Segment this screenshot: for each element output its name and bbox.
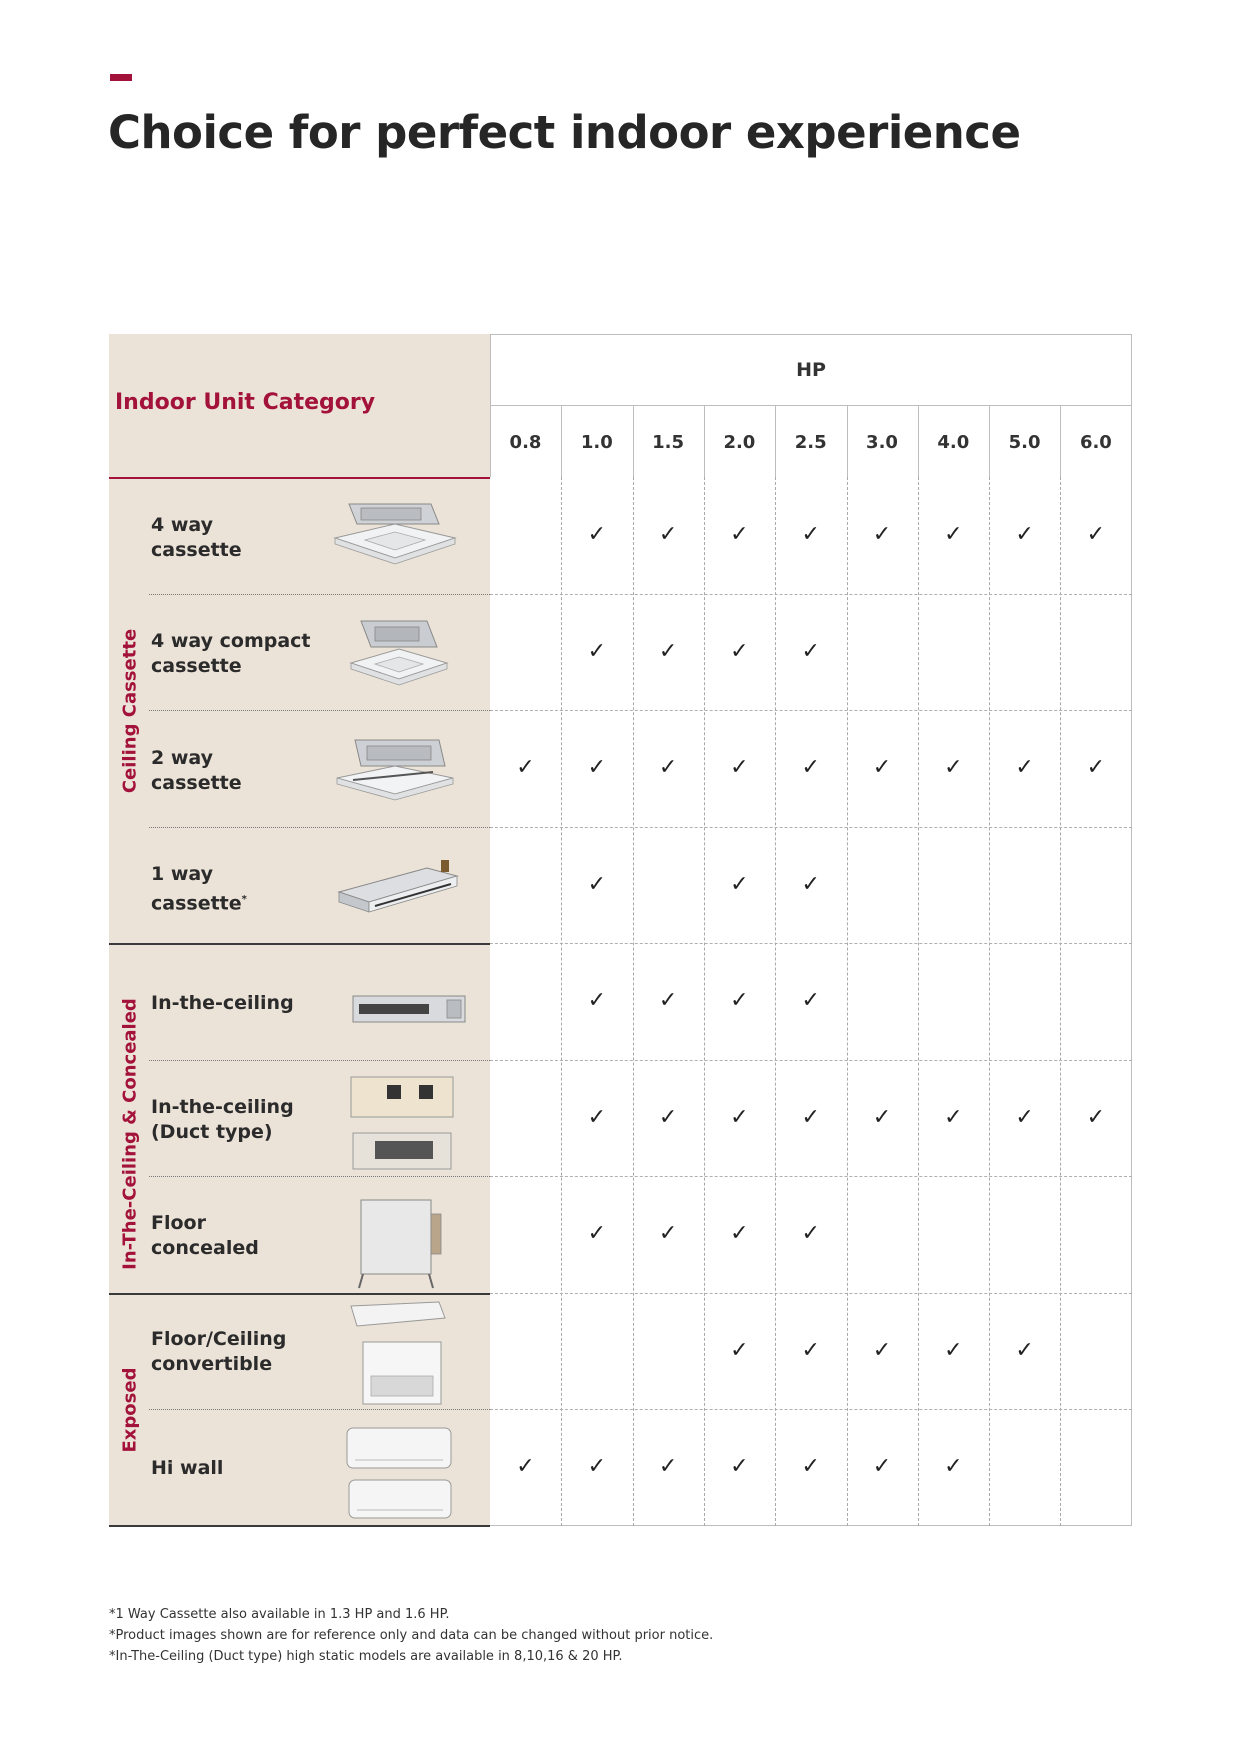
check-mark: ✓ <box>872 755 892 781</box>
check-mark: ✓ <box>730 871 749 897</box>
4-way-compact-cassette-image <box>345 615 451 691</box>
check-mark: ✓ <box>658 1221 678 1247</box>
category-header-rule <box>109 477 490 479</box>
check-mark: ✓ <box>872 1104 892 1130</box>
row-name-floor-ceiling-convertible: Floor/Ceiling convertible <box>151 1328 287 1375</box>
grid-line <box>1060 405 1061 477</box>
grid-line <box>490 594 1132 595</box>
check-mark: ✓ <box>1015 755 1034 781</box>
footnote-2: *Product images shown are for reference only and data can be changed without prior notice. <box>109 1628 714 1643</box>
check-mark: ✓ <box>944 755 963 781</box>
row-name-in-the-ceiling-duct-type: In-the-ceiling (Duct type) <box>151 1096 294 1143</box>
grid-line <box>490 943 1132 944</box>
check-mark: ✓ <box>801 988 820 1014</box>
check-mark: ✓ <box>658 755 678 781</box>
grid-line <box>775 405 776 477</box>
row-name-in-the-ceiling: In-the-ceiling <box>151 992 294 1014</box>
2-way-cassette-image <box>333 732 457 808</box>
check-mark: ✓ <box>872 1337 892 1363</box>
grid-line <box>918 405 919 477</box>
check-mark: ✓ <box>801 638 820 664</box>
check-mark: ✓ <box>730 1454 749 1480</box>
grid-border <box>1131 334 1132 1526</box>
check-mark: ✓ <box>658 988 678 1014</box>
hp-column-header: 1.0 <box>580 431 613 453</box>
check-mark: ✓ <box>730 638 749 664</box>
check-mark: ✓ <box>587 522 607 548</box>
hp-column-header: 4.0 <box>937 431 970 453</box>
grid-line <box>704 405 705 477</box>
check-mark: ✓ <box>587 1104 607 1130</box>
indoor-unit-table <box>109 334 1132 1526</box>
group-divider <box>109 1293 490 1295</box>
check-mark: ✓ <box>658 638 678 664</box>
check-mark: ✓ <box>587 1221 607 1247</box>
grid-border <box>490 334 1132 335</box>
row-divider <box>149 827 490 828</box>
grid-line <box>633 405 634 477</box>
row-divider <box>149 1060 490 1061</box>
row-divider <box>149 1176 490 1177</box>
check-mark: ✓ <box>1086 1104 1106 1130</box>
4-way-cassette-image <box>331 494 459 570</box>
footnote-mark: * <box>241 894 247 905</box>
check-mark: ✓ <box>658 1454 678 1480</box>
check-mark: ✓ <box>872 1454 892 1480</box>
hp-column-header: 1.5 <box>652 431 685 453</box>
check-mark: ✓ <box>658 1104 678 1130</box>
check-mark: ✓ <box>587 755 607 781</box>
check-mark: ✓ <box>944 1337 963 1363</box>
check-mark: ✓ <box>587 638 607 664</box>
row-name-1-way-cassette: 1 way cassette* <box>151 863 247 915</box>
check-mark: ✓ <box>1015 522 1034 548</box>
check-mark: ✓ <box>944 1454 963 1480</box>
grid-line <box>918 477 919 1526</box>
grid-line <box>490 710 1132 711</box>
row-name-hi-wall: Hi wall <box>151 1457 224 1479</box>
grid-line <box>561 405 562 477</box>
title-accent-bar <box>110 74 132 81</box>
check-mark: ✓ <box>658 522 678 548</box>
group-divider <box>109 943 490 945</box>
grid-line <box>490 1409 1132 1410</box>
hp-column-header: 2.0 <box>723 431 756 453</box>
grid-line <box>989 477 990 1526</box>
check-mark: ✓ <box>516 755 535 781</box>
check-mark: ✓ <box>730 1337 749 1363</box>
grid-line <box>847 405 848 477</box>
in-the-ceiling-duct-type-image <box>345 1073 457 1179</box>
footnote-1: *1 Way Cassette also available in 1.3 HP and 1.6 HP. <box>109 1607 450 1622</box>
check-mark: ✓ <box>801 522 820 548</box>
row-divider <box>149 1409 490 1410</box>
grid-line <box>490 405 1132 406</box>
group-label-ceiling-cassette: Ceiling Cassette <box>119 628 141 794</box>
footnotes <box>109 1604 713 1667</box>
grid-line <box>1060 477 1061 1526</box>
check-mark: ✓ <box>730 522 749 548</box>
hi-wall-image <box>343 1424 457 1524</box>
row-name-4-way-compact-cassette: 4 way compact cassette <box>151 630 311 677</box>
hp-column-header: 6.0 <box>1079 431 1112 453</box>
check-mark: ✓ <box>587 1454 607 1480</box>
page-title: Choice for perfect indoor experience <box>108 106 1021 159</box>
hp-column-header: 0.8 <box>509 431 542 453</box>
hp-column-header: 5.0 <box>1008 431 1041 453</box>
check-mark: ✓ <box>730 988 749 1014</box>
group-divider <box>109 1525 490 1527</box>
check-mark: ✓ <box>801 1337 820 1363</box>
row-divider <box>149 594 490 595</box>
check-mark: ✓ <box>801 1221 820 1247</box>
hp-column-header: 2.5 <box>794 431 827 453</box>
check-mark: ✓ <box>587 988 607 1014</box>
check-mark: ✓ <box>1015 1104 1034 1130</box>
check-mark: ✓ <box>1015 1337 1034 1363</box>
hp-header: HP <box>796 358 826 381</box>
grid-line <box>490 1060 1132 1061</box>
check-mark: ✓ <box>516 1454 535 1480</box>
row-name-2-way-cassette: 2 way cassette <box>151 747 242 794</box>
check-mark: ✓ <box>587 871 607 897</box>
check-mark: ✓ <box>944 1104 963 1130</box>
grid-border <box>490 1525 1132 1526</box>
check-mark: ✓ <box>801 755 820 781</box>
grid-line <box>989 405 990 477</box>
check-mark: ✓ <box>801 1104 820 1130</box>
hp-column-header: 3.0 <box>866 431 898 453</box>
in-the-ceiling-image <box>349 992 473 1028</box>
check-mark: ✓ <box>730 1221 749 1247</box>
check-mark: ✓ <box>801 871 820 897</box>
check-mark: ✓ <box>730 1104 749 1130</box>
check-mark: ✓ <box>872 522 892 548</box>
group-label-exposed: Exposed <box>119 1367 141 1453</box>
floor-concealed-image <box>353 1196 447 1296</box>
grid-line <box>490 827 1132 828</box>
check-mark: ✓ <box>1086 522 1106 548</box>
floor-ceiling-convertible-image <box>345 1298 451 1414</box>
check-mark: ✓ <box>730 755 749 781</box>
grid-line <box>847 477 848 1526</box>
row-name-4-way-cassette: 4 way cassette <box>151 514 242 561</box>
1-way-cassette-image <box>331 854 459 926</box>
footnote-3: *In-The-Ceiling (Duct type) high static models are available in 8,10,16 & 20 HP. <box>109 1649 623 1664</box>
check-mark: ✓ <box>801 1454 820 1480</box>
row-name-floor-concealed: Floor concealed <box>151 1212 259 1259</box>
category-header: Indoor Unit Category <box>115 390 376 415</box>
check-mark: ✓ <box>1086 755 1106 781</box>
grid-line <box>490 1293 1132 1294</box>
check-mark: ✓ <box>944 522 963 548</box>
row-divider <box>149 710 490 711</box>
grid-line <box>490 1176 1132 1177</box>
group-label-in-the-ceiling-concealed: In-The-Ceiling & Concealed <box>119 998 141 1270</box>
